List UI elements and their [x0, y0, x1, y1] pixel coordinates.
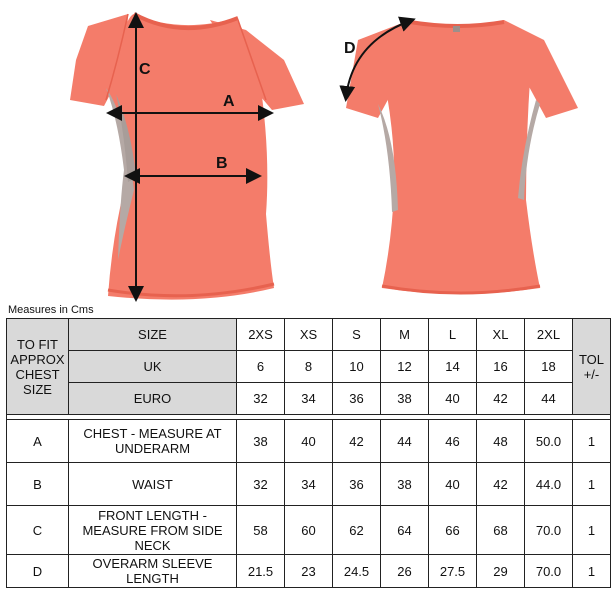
euro-cell: 38 — [381, 383, 429, 415]
uk-cell: 18 — [525, 351, 573, 383]
tol-cell: 1 — [573, 506, 611, 555]
measure-cell: 48 — [477, 420, 525, 463]
row-description: OVERARM SLEEVE LENGTH — [69, 555, 237, 588]
size-cell: M — [381, 319, 429, 351]
measure-cell: 29 — [477, 555, 525, 588]
measure-cell: 60 — [285, 506, 333, 555]
measure-cell: 32 — [237, 463, 285, 506]
uk-cell: 12 — [381, 351, 429, 383]
size-cell: XL — [477, 319, 525, 351]
tol-label: TOL +/- — [573, 319, 611, 415]
euro-cell: 32 — [237, 383, 285, 415]
table-row — [7, 506, 611, 555]
measure-cell: 42 — [477, 463, 525, 506]
measure-cell: 70.0 — [525, 506, 573, 555]
uk-cell: 14 — [429, 351, 477, 383]
header-row-uk — [7, 351, 611, 383]
euro-cell: 44 — [525, 383, 573, 415]
measure-cell: 40 — [285, 420, 333, 463]
size-cell: L — [429, 319, 477, 351]
measure-cell: 26 — [381, 555, 429, 588]
measure-cell: 24.5 — [333, 555, 381, 588]
euro-cell: 36 — [333, 383, 381, 415]
uk-cell: 16 — [477, 351, 525, 383]
measure-cell: 46 — [429, 420, 477, 463]
size-cell: S — [333, 319, 381, 351]
euro-cell: 40 — [429, 383, 477, 415]
tol-cell: 1 — [573, 463, 611, 506]
row-code: A — [7, 420, 69, 463]
uk-cell: 6 — [237, 351, 285, 383]
measure-cell: 38 — [381, 463, 429, 506]
measure-cell: 42 — [333, 420, 381, 463]
size-cell: 2XS — [237, 319, 285, 351]
measure-cell: 23 — [285, 555, 333, 588]
measure-cell: 58 — [237, 506, 285, 555]
measure-cell: 70.0 — [525, 555, 573, 588]
euro-cell: 34 — [285, 383, 333, 415]
fit-label: TO FIT APPROX CHEST SIZE — [7, 319, 69, 415]
row-code: D — [7, 555, 69, 588]
label-a: A — [223, 93, 235, 110]
back-tshirt — [346, 20, 578, 294]
measure-cell: 27.5 — [429, 555, 477, 588]
measure-cell: 50.0 — [525, 420, 573, 463]
row-code: B — [7, 463, 69, 506]
measure-cell: 62 — [333, 506, 381, 555]
measure-cell: 66 — [429, 506, 477, 555]
measure-cell: 21.5 — [237, 555, 285, 588]
front-tshirt — [70, 14, 304, 300]
measure-cell: 64 — [381, 506, 429, 555]
measure-cell: 40 — [429, 463, 477, 506]
units-caption: Measures in Cms — [8, 304, 94, 316]
header-label: UK — [69, 351, 237, 383]
table-row — [7, 420, 611, 463]
header-label: EURO — [69, 383, 237, 415]
size-chart-table — [6, 318, 611, 588]
table-row — [7, 463, 611, 506]
uk-cell: 10 — [333, 351, 381, 383]
size-cell: XS — [285, 319, 333, 351]
measure-cell: 38 — [237, 420, 285, 463]
measure-cell: 44 — [381, 420, 429, 463]
row-code: C — [7, 506, 69, 555]
measure-cell: 36 — [333, 463, 381, 506]
measure-cell: 44.0 — [525, 463, 573, 506]
label-b: B — [216, 155, 228, 172]
label-d: D — [344, 40, 356, 57]
tol-cell: 1 — [573, 555, 611, 588]
label-c: C — [139, 61, 151, 78]
uk-cell: 8 — [285, 351, 333, 383]
tol-cell: 1 — [573, 420, 611, 463]
header-row-size — [7, 319, 611, 351]
euro-cell: 42 — [477, 383, 525, 415]
size-cell: 2XL — [525, 319, 573, 351]
measure-cell: 34 — [285, 463, 333, 506]
measure-cell: 68 — [477, 506, 525, 555]
table-row — [7, 555, 611, 588]
row-description: FRONT LENGTH - MEASURE FROM SIDE NECK — [69, 506, 237, 555]
header-label: SIZE — [69, 319, 237, 351]
header-row-euro — [7, 383, 611, 415]
row-description: CHEST - MEASURE AT UNDERARM — [69, 420, 237, 463]
row-description: WAIST — [69, 463, 237, 506]
